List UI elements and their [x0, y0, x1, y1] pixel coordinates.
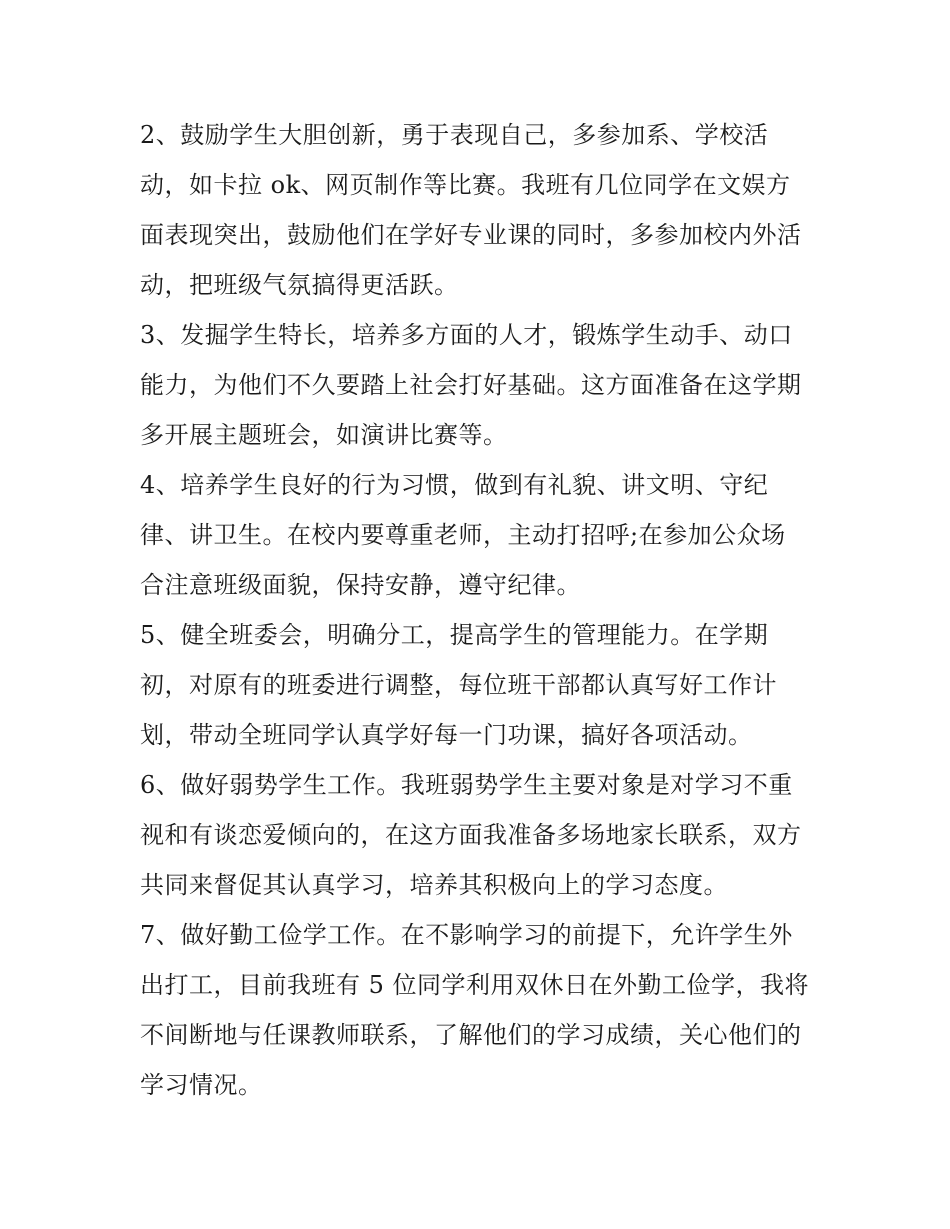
text-line: 动，如卡拉 ok、网页制作等比赛。我班有几位同学在文娱方 — [140, 171, 791, 199]
document-body — [140, 110, 820, 1110]
paragraph-item-6 — [140, 760, 820, 910]
text-line: 3、发掘学生特长，培养多方面的人才，锻炼学生动手、动口 — [140, 321, 793, 349]
text-line: 6、做好弱势学生工作。我班弱势学生主要对象是对学习不重 — [140, 771, 793, 799]
text-line: 能力，为他们不久要踏上社会打好基础。这方面准备在这学期 — [140, 371, 802, 399]
text-line: 合注意班级面貌，保持安静，遵守纪律。 — [140, 571, 581, 599]
text-line: 5、健全班委会，明确分工，提高学生的管理能力。在学期 — [140, 621, 769, 649]
text-line: 面表现突出，鼓励他们在学好专业课的同时，多参加校内外活 — [140, 221, 802, 249]
text-line: 2、鼓励学生大胆创新，勇于表现自己，多参加系、学校活 — [140, 121, 769, 149]
text-line: 多开展主题班会，如演讲比赛等。 — [140, 421, 508, 449]
text-line: 视和有谈恋爱倾向的，在这方面我准备多场地家长联系，双方 — [140, 821, 802, 849]
text-line: 4、培养学生良好的行为习惯，做到有礼貌、讲文明、守纪 — [140, 471, 769, 499]
text-line: 学习情况。 — [140, 1071, 263, 1099]
text-line: 共同来督促其认真学习，培养其积极向上的学习态度。 — [140, 871, 728, 899]
text-line: 7、做好勤工俭学工作。在不影响学习的前提下，允许学生外 — [140, 921, 793, 949]
paragraph-item-2 — [140, 110, 820, 310]
text-line: 出打工，目前我班有 5 位同学利用双休日在外勤工俭学，我将 — [140, 971, 810, 999]
paragraph-item-7 — [140, 910, 820, 1110]
text-line: 律、讲卫生。在校内要尊重老师，主动打招呼;在参加公众场 — [140, 521, 786, 549]
paragraph-item-3 — [140, 310, 820, 460]
text-line: 划，带动全班同学认真学好每一门功课，搞好各项活动。 — [140, 721, 753, 749]
text-line: 动，把班级气氛搞得更活跃。 — [140, 271, 459, 299]
paragraph-item-4 — [140, 460, 820, 610]
text-line: 不间断地与任课教师联系，了解他们的学习成绩，关心他们的 — [140, 1021, 802, 1049]
paragraph-item-5 — [140, 610, 820, 760]
text-line: 初，对原有的班委进行调整，每位班干部都认真写好工作计 — [140, 671, 777, 699]
